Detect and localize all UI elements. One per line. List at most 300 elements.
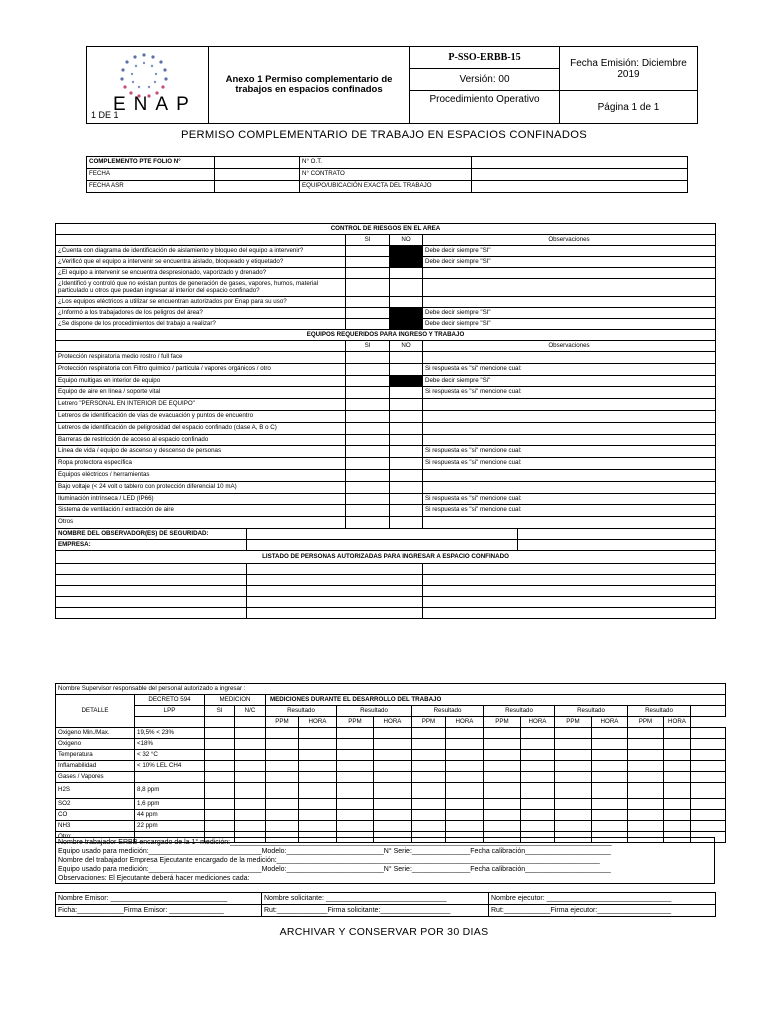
equip-no-header: NO [390,341,423,352]
measure-value-cell[interactable] [664,783,691,799]
measure-value-cell[interactable] [664,750,691,761]
equip-obs-header: Observaciones [423,341,716,352]
measure-value-cell[interactable] [484,821,521,832]
equip-si-cell[interactable] [346,387,390,399]
risk-section-title: CONTROL DE RIESGOS EN EL AREA [56,224,716,235]
measure-value-cell[interactable] [412,799,446,810]
measure-value-cell[interactable] [235,783,266,799]
equip-obs-cell[interactable] [423,410,716,422]
equip-si-cell[interactable] [346,469,390,481]
measure-value-cell[interactable] [205,799,235,810]
hora-header: HORA [592,717,628,728]
hora-header: HORA [446,717,484,728]
measure-value-cell[interactable] [374,772,412,783]
measure-value-cell[interactable] [664,799,691,810]
authorized-person-cell[interactable] [247,596,423,607]
measure-value-cell[interactable] [235,728,266,739]
risk-no-cell [390,246,423,257]
equipo-label: EQUIPO/UBICACIÓN EXACTA DEL TRABAJO [300,181,472,193]
measure-lpp: < 10% LEL CH4 [135,761,205,772]
measure-value-cell[interactable] [446,728,484,739]
measure-value-cell[interactable] [484,750,521,761]
equip-si-cell[interactable] [346,446,390,458]
risk-obs-cell[interactable]: Debe decir siempre "SI" [423,257,716,268]
empresa-field[interactable] [247,539,518,550]
risk-question: ¿Cuenta con diagrama de identificación de aislamiento y bloqueo del equipo a intervenir? [56,246,346,257]
measure-value-cell[interactable] [446,739,484,750]
measure-value-cell[interactable] [235,739,266,750]
ot-field[interactable] [472,157,688,169]
measure-parameter: Oxigeno Min./Max. [56,728,135,739]
equip-si-cell[interactable] [346,410,390,422]
measure-value-cell[interactable] [235,772,266,783]
measure-value-cell[interactable] [299,810,337,821]
nc-blank [235,717,266,728]
equip-no-cell[interactable] [390,422,423,434]
risk-si-cell[interactable] [346,246,390,257]
authorized-person-cell[interactable] [423,607,716,618]
equip-no-cell[interactable] [390,469,423,481]
measure-value-cell[interactable] [664,821,691,832]
equip-obs-cell[interactable] [423,352,716,364]
authorized-person-cell[interactable] [56,607,247,618]
equip-obs-cell[interactable] [423,481,716,493]
equip-item: Ropa protectora específica [56,458,346,470]
risk-no-header: NO [390,235,423,246]
measure-value-cell[interactable] [205,821,235,832]
equip-obs-cell[interactable]: Si respuesta es "si" mencione cual: [423,363,716,375]
equip-item: Línea de vida / equipo de ascenso y descenso de personas [56,446,346,458]
equip-si-cell[interactable] [346,493,390,505]
measure-value-cell[interactable] [374,728,412,739]
measure-value-cell[interactable] [484,739,521,750]
measure-value-cell[interactable] [235,810,266,821]
risk-no-cell[interactable] [390,279,423,297]
measure-value-cell[interactable] [664,761,691,772]
logo-text: ENAP [113,94,197,115]
equip-item: Letrero "PERSONAL EN INTERIOR DE EQUIPO" [56,399,346,411]
contrato-field[interactable] [472,169,688,181]
measure-value-cell[interactable] [484,783,521,799]
measure-value-cell[interactable] [374,783,412,799]
measure-value-cell[interactable] [592,799,628,810]
equip-si-cell[interactable] [346,505,390,517]
measure-value-cell[interactable] [412,739,446,750]
equip-no-cell[interactable] [390,517,423,529]
resultado-header: Resultado [412,706,484,717]
measure-value-cell[interactable] [412,750,446,761]
risk-si-cell[interactable] [346,297,390,308]
resultado-header: Resultado [628,706,691,717]
measure-value-cell[interactable] [446,810,484,821]
equip-obs-cell[interactable] [423,469,716,481]
equip-no-cell[interactable] [390,458,423,470]
risk-si-cell[interactable] [346,279,390,297]
measure-value-cell[interactable] [412,728,446,739]
ppm-header: PPM [628,717,664,728]
measure-value-cell[interactable] [521,739,555,750]
measure-lpp: 19,5% < 23% [135,728,205,739]
measure-value-cell[interactable] [266,810,299,821]
measure-value-cell[interactable] [374,810,412,821]
resultado-header: Resultado [266,706,337,717]
measure-value-cell[interactable] [266,772,299,783]
equip-si-cell[interactable] [346,481,390,493]
equip-si-cell[interactable] [346,458,390,470]
measure-value-cell[interactable] [266,783,299,799]
equip-no-cell[interactable] [390,505,423,517]
measure-value-cell[interactable] [299,799,337,810]
signatures-table [55,892,716,917]
ejecutor-field[interactable]: Nombre ejecutor: ________________________________ [489,893,716,905]
measure-value-cell[interactable] [628,772,664,783]
hora-header: HORA [374,717,412,728]
resultado-header: Resultado [484,706,555,717]
measure-value-cell[interactable] [664,728,691,739]
measure-value-cell[interactable] [628,783,664,799]
equip-si-cell[interactable] [346,399,390,411]
equip-si-cell[interactable] [346,422,390,434]
document-header [86,46,698,124]
measurement-responsibles [55,837,715,884]
measure-value-cell[interactable] [337,799,374,810]
equip-obs-cell[interactable]: Si respuesta es "si" mencione cual: [423,446,716,458]
risk-si-header: SI [346,235,390,246]
measure-value-cell[interactable] [521,821,555,832]
equip-obs-cell[interactable]: Si respuesta es "si" mencione cual: [423,458,716,470]
measure-value-cell[interactable] [205,783,235,799]
measure-value-cell[interactable] [299,750,337,761]
risk-question: ¿Los equipos eléctricos a utilizar se encuentran autorizados por Enap para su uso? [56,297,346,308]
equip-item: Otros [56,517,346,529]
measure-value-cell[interactable] [446,799,484,810]
measure-value-cell[interactable] [412,821,446,832]
measure-value-cell[interactable] [484,761,521,772]
equip-no-cell[interactable] [390,446,423,458]
measure-value-cell[interactable] [592,728,628,739]
line-observaciones[interactable]: Observaciones: El Ejecutante deberá hacer mediciones cada: [56,874,715,884]
supervisor-field[interactable]: Nombre Supervisor responsable del personal autorizado a ingresar : [56,684,726,695]
equip-obs-cell[interactable] [423,517,716,529]
measure-value-cell[interactable] [337,761,374,772]
authorized-person-cell[interactable] [247,607,423,618]
fecha-asr-field[interactable] [215,181,300,193]
risk-obs-header: Observaciones [423,235,716,246]
observer-name-field-2[interactable] [518,528,716,539]
authorized-person-cell[interactable] [247,585,423,596]
empresa-field-2[interactable] [518,539,716,550]
measure-value-cell[interactable] [337,750,374,761]
equip-obs-cell[interactable]: Debe decir siempre "Si" [423,375,716,387]
measure-value-cell[interactable] [484,799,521,810]
measure-value-cell[interactable] [628,739,664,750]
measure-value-cell[interactable] [299,821,337,832]
resultado-header: Resultado [337,706,412,717]
page-title: PERMISO COMPLEMENTARIO DE TRABAJO EN ESPACIOS CONFINADOS [181,129,587,141]
equip-obs-cell[interactable] [423,434,716,446]
risk-no-cell[interactable] [390,268,423,279]
risk-si-cell[interactable] [346,319,390,330]
observer-name-label: NOMBRE DEL OBSERVADOR(ES) DE SEGURIDAD: [56,528,247,539]
equip-no-cell[interactable] [390,481,423,493]
equip-si-cell[interactable] [346,434,390,446]
equip-section-title: EQUIPOS REQUERIDOS PARA INGRESO Y TRABAJO [56,330,716,341]
authorized-person-cell[interactable] [423,596,716,607]
measure-value-cell[interactable] [205,772,235,783]
measure-value-cell[interactable] [691,761,726,772]
equip-item: Sistema de ventilación / extracción de aire [56,505,346,517]
authorized-person-cell[interactable] [56,563,247,574]
measure-value-cell[interactable] [555,821,592,832]
risk-no-cell [390,308,423,319]
authorized-person-cell[interactable] [247,574,423,585]
ppm-header: PPM [412,717,446,728]
measure-value-cell[interactable] [555,761,592,772]
measure-value-cell[interactable] [205,810,235,821]
measure-value-cell[interactable] [628,821,664,832]
measure-value-cell[interactable] [592,739,628,750]
risk-obs-cell[interactable]: Debe decir siempre "SI" [423,308,716,319]
resultado-header: Resultado [555,706,628,717]
measure-parameter: SO2 [56,799,135,810]
measure-value-cell[interactable] [555,810,592,821]
equip-obs-cell[interactable]: Si respuesta es "si" mencione cual: [423,387,716,399]
ot-label: N° O.T. [300,157,472,169]
nc-header: N/C [235,706,266,717]
equip-no-cell[interactable] [390,363,423,375]
risk-obs-cell[interactable] [423,297,716,308]
measure-value-cell[interactable] [266,739,299,750]
fecha-label: FECHA [87,169,215,181]
measure-value-cell[interactable] [691,799,726,810]
hora-header: HORA [521,717,555,728]
measure-value-cell[interactable] [555,772,592,783]
equipo-field[interactable] [472,181,688,193]
measure-value-cell[interactable] [628,761,664,772]
authorized-person-cell[interactable] [56,596,247,607]
measure-value-cell[interactable] [446,821,484,832]
measure-value-cell[interactable] [446,783,484,799]
measure-value-cell[interactable] [628,750,664,761]
measure-value-cell[interactable] [521,810,555,821]
ppm-header: PPM [266,717,299,728]
folio-field[interactable] [215,157,300,169]
measure-value-cell[interactable] [521,750,555,761]
equip-no-cell[interactable] [390,493,423,505]
measurement-table [55,683,726,843]
equip-no-cell[interactable] [390,387,423,399]
measure-value-cell[interactable] [691,772,726,783]
measure-value-cell[interactable] [299,772,337,783]
measure-value-cell[interactable] [592,761,628,772]
measure-value-cell[interactable] [521,728,555,739]
measure-value-cell[interactable] [555,739,592,750]
measure-value-cell[interactable] [555,750,592,761]
ppm-header: PPM [555,717,592,728]
measure-value-cell[interactable] [446,750,484,761]
measure-value-cell[interactable] [299,761,337,772]
equip-no-cell[interactable] [390,399,423,411]
ficha-firma-emisor-field[interactable]: Ficha:____________Firma Emisor: ______________ [56,905,262,917]
measure-value-cell[interactable] [266,750,299,761]
measure-parameter: Gases / Vapores [56,772,135,783]
measure-value-cell[interactable] [592,821,628,832]
solicitante-field[interactable]: Nombre solicitante: _______________________________ [262,893,489,905]
measure-value-cell[interactable] [555,783,592,799]
authorized-person-cell[interactable] [56,574,247,585]
measure-value-cell[interactable] [446,772,484,783]
measure-value-cell[interactable] [521,761,555,772]
equip-no-cell[interactable] [390,410,423,422]
lpp-blank [135,717,205,728]
measure-value-cell[interactable] [521,799,555,810]
measure-value-cell[interactable] [205,728,235,739]
rut-firma-ejecutor-field[interactable]: Rut:____________Firma ejecutor:___________________ [489,905,716,917]
page-number: Página 1 de 1 [560,91,698,124]
si-header: SI [205,706,235,717]
measure-value-cell[interactable] [592,772,628,783]
measure-value-cell[interactable] [664,810,691,821]
measure-value-cell[interactable] [628,728,664,739]
measure-value-cell[interactable] [555,799,592,810]
line-trabajador-erbb[interactable]: Nombre trabajador ERBB encargado de la 1° medición:__________________________________________________________________________________________________ [56,838,715,848]
equip-si-cell[interactable] [346,517,390,529]
measure-value-cell[interactable] [337,821,374,832]
risk-obs-cell[interactable]: Debe decir siempre "SI" [423,246,716,257]
measure-value-cell[interactable] [337,739,374,750]
risk-si-cell[interactable] [346,257,390,268]
emisor-field[interactable]: Nombre Emisor: ______________________________ [56,893,262,905]
measure-value-cell[interactable] [412,810,446,821]
measure-value-cell[interactable] [555,728,592,739]
equip-si-cell[interactable] [346,352,390,364]
measure-value-cell[interactable] [521,772,555,783]
authorized-person-cell[interactable] [423,563,716,574]
measure-value-cell[interactable] [664,739,691,750]
measure-value-cell[interactable] [299,739,337,750]
measure-value-cell[interactable] [374,750,412,761]
measure-value-cell[interactable] [205,739,235,750]
measure-value-cell[interactable] [484,810,521,821]
risk-si-cell[interactable] [346,268,390,279]
permit-info-table [86,156,688,193]
measure-value-cell[interactable] [374,739,412,750]
rut-firma-solicitante-field[interactable]: Rut:_____________Firma solicitante:__________________ [262,905,489,917]
measure-value-cell[interactable] [235,799,266,810]
measure-value-cell[interactable] [412,772,446,783]
observer-name-field[interactable] [247,528,518,539]
equip-si-cell[interactable] [346,375,390,387]
folio-label: COMPLEMENTO PTE FOLIO N° [87,157,215,169]
measure-value-cell[interactable] [628,810,664,821]
measure-value-cell[interactable] [691,750,726,761]
risk-question: ¿Identificó y controló que no existan puntos de generación de gases, vapores, humos, material particulado u otros que puedan ingresar al interior del espacio confinado? [56,279,346,297]
measure-value-cell[interactable] [592,750,628,761]
measure-value-cell[interactable] [235,761,266,772]
measure-value-cell[interactable] [266,728,299,739]
line-equipo-ejecutante[interactable]: Equipo usado para medición:_____________________________Modelo:_________________________N° Serie:_______________Fecha calibración______________________ [56,865,715,874]
measure-value-cell[interactable] [235,750,266,761]
measure-value-cell[interactable] [691,783,726,799]
measure-value-cell[interactable] [691,739,726,750]
authorized-person-cell[interactable] [423,585,716,596]
measure-lpp: 44 ppm [135,810,205,821]
measure-parameter: Temperatura [56,750,135,761]
measure-value-cell[interactable] [205,750,235,761]
measure-value-cell[interactable] [691,728,726,739]
doc-type: Procedimiento Operativo [410,91,560,124]
measure-value-cell[interactable] [337,772,374,783]
equip-no-cell[interactable] [390,352,423,364]
measure-value-cell[interactable] [374,821,412,832]
risk-obs-cell[interactable] [423,279,716,297]
measure-value-cell[interactable] [412,761,446,772]
line-trabajador-ejecutante[interactable]: Nombre del trabajador Empresa Ejecutante encargado de la medición:___________________________________________________________________________________ [56,856,715,865]
authorized-person-cell[interactable] [247,563,423,574]
measure-value-cell[interactable] [337,810,374,821]
risk-obs-cell[interactable] [423,268,716,279]
equip-obs-cell[interactable] [423,399,716,411]
risk-si-cell[interactable] [346,308,390,319]
measure-value-cell[interactable] [521,783,555,799]
measure-value-cell[interactable] [337,783,374,799]
equip-header-blank [56,341,346,352]
measure-lpp [135,772,205,783]
doc-title: Anexo 1 Permiso complementario de trabajos en espacios confinados [209,47,410,124]
measure-value-cell[interactable] [266,821,299,832]
measure-value-cell[interactable] [664,772,691,783]
measure-value-cell[interactable] [235,821,266,832]
measure-value-cell[interactable] [266,761,299,772]
equip-obs-cell[interactable]: Si respuesta es "si" mencione cual: [423,493,716,505]
measure-value-cell[interactable] [691,821,726,832]
equip-obs-cell[interactable]: Si respuesta es "si" mencione cual: [423,505,716,517]
measure-value-cell[interactable] [374,799,412,810]
measure-value-cell[interactable] [412,783,446,799]
measure-value-cell[interactable] [592,810,628,821]
measure-value-cell[interactable] [484,772,521,783]
authorized-person-cell[interactable] [423,574,716,585]
equip-item: Equipo de aire en línea / soporte vital [56,387,346,399]
measure-value-cell[interactable] [266,799,299,810]
equip-no-cell[interactable] [390,434,423,446]
ppm-header: PPM [337,717,374,728]
line-equipo-erbb[interactable]: Equipo usado para medición:_____________________________Modelo:_________________________N° Serie:_______________Fecha calibración______________________ [56,847,715,856]
measure-value-cell[interactable] [446,761,484,772]
measure-value-cell[interactable] [337,728,374,739]
equip-item: Protección respiratoria medio rostro / full face [56,352,346,364]
enap-logo [89,49,209,121]
equip-obs-cell[interactable] [423,422,716,434]
measure-parameter: Otro: [56,832,135,843]
risk-obs-cell[interactable]: Debe decir siempre "SI" [423,319,716,330]
measure-parameter: NH3 [56,821,135,832]
risk-no-cell[interactable] [390,297,423,308]
measure-value-cell[interactable] [592,783,628,799]
measure-value-cell[interactable] [374,761,412,772]
fecha-field[interactable] [215,169,300,181]
measure-value-cell[interactable] [628,799,664,810]
measure-value-cell[interactable] [205,761,235,772]
fecha-asr-label: FECHA ASR [87,181,215,193]
measure-value-cell[interactable] [691,810,726,821]
authorized-person-cell[interactable] [56,585,247,596]
measure-value-cell[interactable] [299,728,337,739]
equip-si-cell[interactable] [346,363,390,375]
measure-value-cell[interactable] [299,783,337,799]
measure-value-cell[interactable] [484,728,521,739]
measure-lpp: 8,8 ppm [135,783,205,799]
